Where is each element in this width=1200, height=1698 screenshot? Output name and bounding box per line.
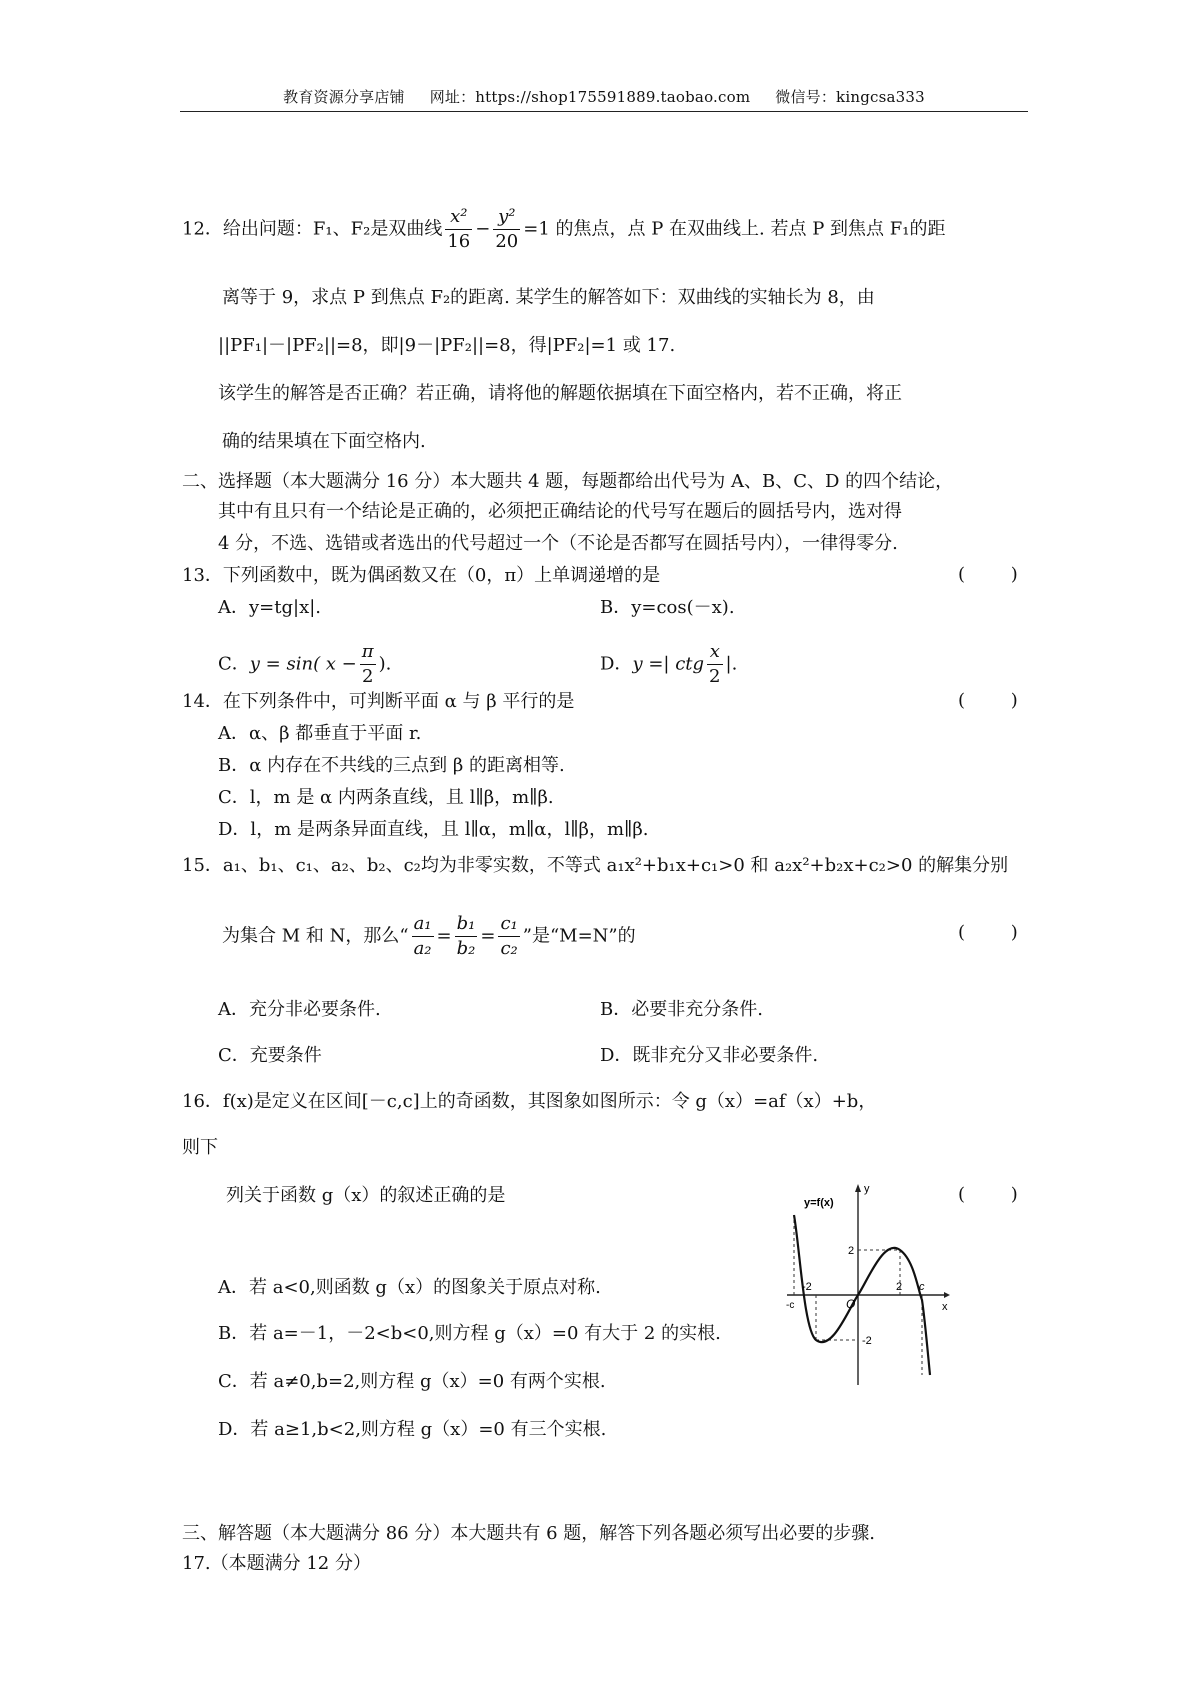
graph-y-bottom-label: -2 [862, 1335, 872, 1347]
shop-name: 教育资源分享店铺 [283, 88, 405, 106]
x-axis-arrow [944, 1292, 950, 1298]
q12-frac-y-num: y² [493, 205, 520, 230]
q13-d-fraction [707, 640, 722, 689]
q15-frac-c-den: c₂ [500, 938, 518, 959]
graph-origin-label: O [846, 1297, 856, 1311]
q13-d-den: 2 [709, 666, 721, 687]
q15-option-b: B．必要非充分条件. [600, 999, 763, 1020]
q13-option-d [600, 640, 737, 689]
q16-stem: 16．f(x)是定义在区间[－c,c]上的奇函数，其图象如图所示：令 g（x）=af（x）+b， [182, 1091, 877, 1112]
q12-line1 [182, 205, 945, 254]
graph-x-left-label: -2 [802, 1281, 812, 1293]
graph-y-label: y [864, 1183, 870, 1195]
q15-line2 [222, 912, 636, 961]
q15-text-b: ”是“M=N”的 [522, 925, 636, 947]
q12-frac-x-num: x² [445, 205, 472, 230]
q13-option-a: A．y=tg|x|. [218, 597, 322, 618]
q16-option-a: A．若 a<0,则函数 g（x）的图象关于原点对称. [218, 1277, 601, 1298]
q13-option-b: B．y=cos(－x). [600, 597, 735, 618]
wechat-id: 微信号：kingcsa333 [775, 88, 925, 106]
q12-frac-x-den: 16 [447, 231, 471, 252]
q14-option-c: C．l，m 是 α 内两条直线，且 l∥β，m∥β. [218, 787, 554, 808]
q17-heading: 17.（本题满分 12 分） [182, 1553, 371, 1574]
q15-frac-a-num: a₁ [412, 912, 434, 937]
q13-d-tail: |. [725, 653, 738, 675]
q15-frac-a [412, 912, 434, 961]
q13-c-den: 2 [361, 666, 374, 687]
shop-url: 网址：https://shop175591889.taobao.com [429, 88, 751, 106]
q12-fraction-y [493, 205, 520, 254]
q15-answer-paren[interactable]: ( ) [958, 922, 1018, 943]
q15-frac-b-num: b₁ [455, 912, 478, 937]
q16-option-d: D．若 a≥1,b<2,则方程 g（x）=0 有三个实根. [218, 1419, 607, 1440]
q12-text-a: 给出问题：F₁、F₂是双曲线 [222, 218, 443, 240]
q12-line2: 离等于 9，求点 P 到焦点 F₂的距离. 某学生的解答如下：双曲线的实轴长为 8，由 [222, 287, 875, 308]
q15-text-a: 为集合 M 和 N，那么“ [222, 925, 409, 947]
q12-line5: 确的结果填在下面空格内. [222, 431, 426, 452]
q12-line4: 该学生的解答是否正确？若正确，请将他的解题依据填在下面空格内，若不正确，将正 [218, 383, 902, 404]
q14-stem: 14．在下列条件中，可判断平面 α 与 β 平行的是 [182, 691, 575, 712]
y-axis-arrow [855, 1184, 861, 1192]
section2-line2: 其中有且只有一个结论是正确的，必须把正确结论的代号写在题后的圆括号内，选对得 [218, 501, 902, 522]
graph-x-right-label: 2 [896, 1281, 903, 1293]
q13-d-expr: y =| ctg [632, 653, 705, 675]
section2-line1: 二、选择题（本大题满分 16 分）本大题共 4 题，每题都给出代号为 A、B、C、D 的四个结论， [182, 471, 954, 492]
q12-minus: − [475, 218, 491, 240]
q12-number: 12． [182, 218, 223, 240]
q14-option-d: D．l，m 是两条异面直线，且 l∥α，m∥α，l∥β，m∥β. [218, 819, 649, 840]
q13-c-expr: y = sin( x − [249, 653, 357, 675]
q15-option-a: A．充分非必要条件. [218, 999, 381, 1020]
graph-x-label: x [942, 1301, 948, 1313]
section3-line1: 三、解答题（本大题满分 86 分）本大题共有 6 题，解答下列各题必须写出必要的步骤. [182, 1523, 875, 1544]
q13-c-fraction [360, 640, 376, 689]
q15-stem: 15．a₁、b₁、c₁、a₂、b₂、c₂均为非零实数，不等式 a₁x²+b₁x+c₁>0 和 a₂x²+b₂x+c₂>0 的解集分别 [182, 855, 1009, 876]
q15-frac-b-den: b₂ [456, 938, 476, 959]
q16-option-b: B．若 a=－1，－2<b<0,则方程 g（x）=0 有大于 2 的实根. [218, 1323, 721, 1344]
q13-c-tail: ). [378, 653, 392, 675]
section2-line3: 4 分，不选、选错或者选出的代号超过一个（不论是否都写在圆括号内），一律得零分. [218, 533, 898, 554]
q12-frac-y-den: 20 [495, 231, 519, 252]
q12-text-b: =1 的焦点，点 P 在双曲线上. 若点 P 到焦点 F₁的距 [523, 218, 946, 240]
q15-option-c: C．充要条件 [218, 1045, 322, 1066]
graph-neg-c-label: -c [786, 1300, 795, 1311]
q13-d-label: D． [600, 653, 633, 675]
q15-eq-1: = [436, 925, 452, 947]
q12-fraction-x [445, 205, 472, 254]
q14-answer-paren[interactable]: ( ) [958, 690, 1018, 711]
graph-func-label: y=f(x) [804, 1197, 834, 1209]
q15-eq-2: = [480, 925, 496, 947]
q13-c-label: C． [218, 653, 250, 675]
q12-line3: ||PF₁|－|PF₂||=8，即|9－|PF₂||=8，得|PF₂|=1 或 17. [218, 335, 676, 356]
q13-c-num: π [360, 640, 376, 665]
q15-frac-c [498, 912, 519, 961]
q13-option-c [218, 640, 391, 689]
q13-answer-paren[interactable]: ( ) [958, 564, 1018, 585]
q16-line3: 列关于函数 g（x）的叙述正确的是 [226, 1185, 506, 1206]
q15-frac-c-num: c₁ [498, 912, 519, 937]
q15-frac-a-den: a₂ [413, 938, 432, 959]
q13-stem: 13．下列函数中，既为偶函数又在（0，π）上单调递增的是 [182, 565, 661, 586]
q15-option-d: D．既非充分又非必要条件. [600, 1045, 819, 1066]
q16-answer-paren[interactable]: ( ) [958, 1184, 1018, 1205]
graph-c-label: c [919, 1281, 925, 1293]
header-divider [180, 111, 1028, 112]
q16-line2: 则下 [182, 1137, 218, 1158]
q14-option-b: B．α 内存在不共线的三点到 β 的距离相等. [218, 755, 565, 776]
q14-option-a: A．α、β 都垂直于平面 r. [218, 723, 422, 744]
function-graph [782, 1180, 950, 1390]
q13-d-num: x [707, 640, 722, 665]
q15-frac-b [455, 912, 478, 961]
page-header [180, 86, 1028, 107]
graph-y-top-label: 2 [848, 1245, 855, 1257]
q16-option-c: C．若 a≠0,b=2,则方程 g（x）=0 有两个实根. [218, 1371, 606, 1392]
